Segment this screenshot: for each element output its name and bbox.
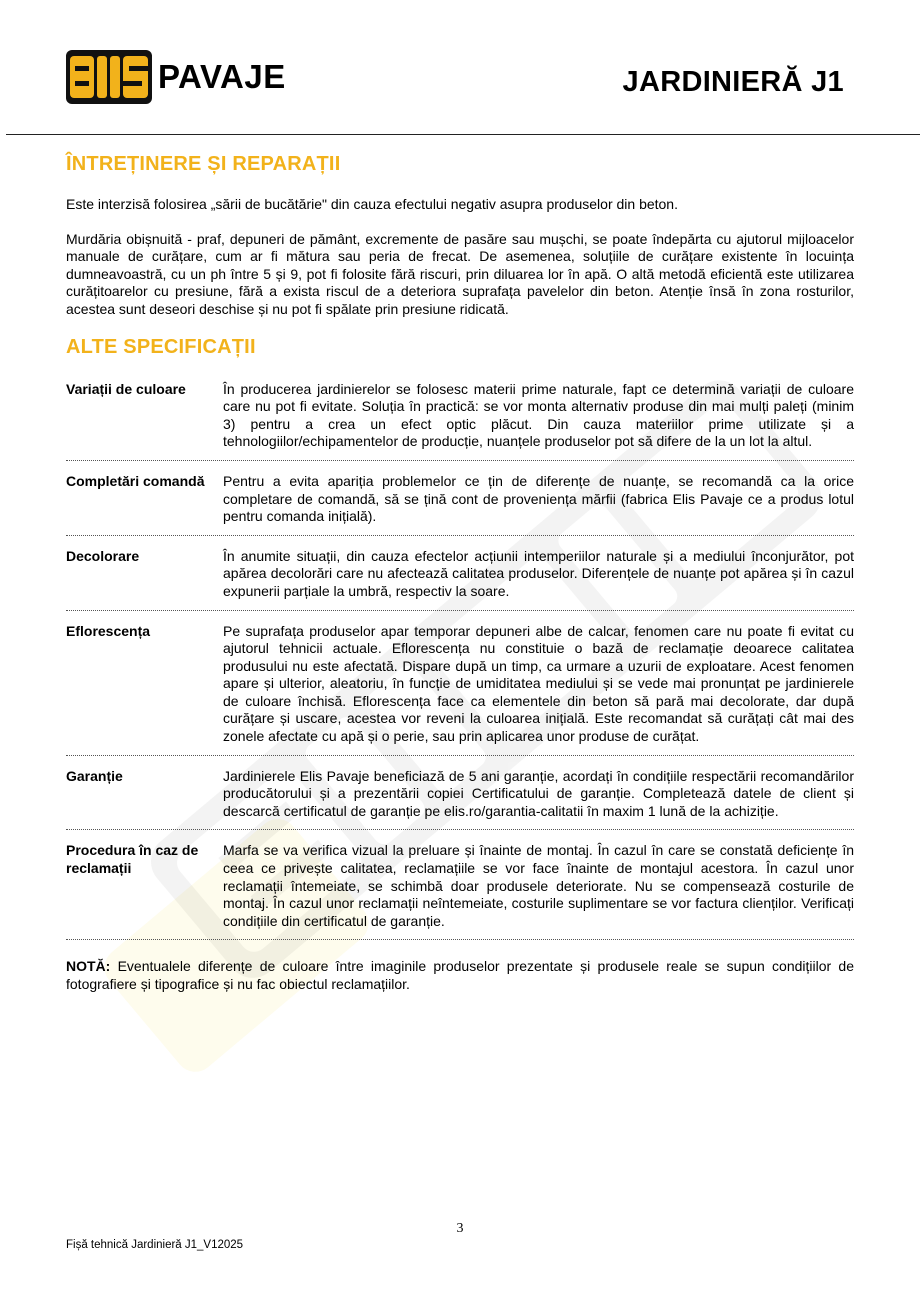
maintenance-title: ÎNTREȚINERE ȘI REPARAȚII bbox=[66, 153, 341, 175]
spec-text-claims-procedure: Marfa se va verifica vizual la preluare și înainte de montaj. În cazul în care se constată deficiențe în ceea ce privește calitatea, reclamațiile se vor face înainte de montajul acestora. În cazul unor reclamații întemeiate, se schimbă doar produsele deteriorate. Nu se compensează costurile de montaj. În cazul unor reclamații neîntemeiate, costurile suplimentare se vor factura clienților. Verificați condițiile din certificatul de garanție. bbox=[223, 842, 854, 929]
spec-label-order-completion: Completări comandă bbox=[66, 472, 205, 489]
page-header bbox=[0, 0, 920, 136]
table-row bbox=[66, 461, 854, 536]
header-divider bbox=[6, 134, 920, 135]
spec-label-claims-procedure: Procedura în caz de reclamații bbox=[66, 842, 199, 877]
table-row bbox=[66, 611, 854, 756]
note-label: NOTĂ: bbox=[66, 958, 111, 975]
table-row bbox=[66, 756, 854, 831]
note-paragraph bbox=[66, 958, 854, 993]
spec-text-warranty: Jardinierele Elis Pavaje beneficiază de 5 ani garanție, acordați în condițiile respectării recomandărilor producătorului și a prezentării copiei Certificatului de garanție. Completează datele de client și descarcă certificatul de garanție pe elis.ro/garantia-calitatii în maxim 1 lună de la achiziție. bbox=[223, 767, 854, 819]
logo-wordmark: PAVAJE bbox=[158, 58, 286, 95]
elis-logo bbox=[66, 50, 152, 104]
spec-label-warranty: Garanție bbox=[66, 767, 123, 784]
maintenance-paragraph-1: Este interzisă folosirea „sării de bucătărie" din cauza efectului negativ asupra produselor din beton. bbox=[66, 196, 678, 212]
specs-table bbox=[66, 369, 854, 941]
footer-doc-reference: Fișă tehnică Jardinieră J1_V12025 bbox=[66, 1239, 244, 1251]
spec-label-efflorescence: Eflorescența bbox=[66, 622, 151, 639]
note-text: Eventualele diferențe de culoare între imaginile produselor prezentate și produsele reale se supun condițiilor de fotografiere și tipografice și nu fac obiectul reclamațiilor. bbox=[66, 958, 854, 992]
table-row bbox=[66, 536, 854, 611]
page-number: 3 bbox=[456, 1221, 464, 1236]
spec-label-color-variation: Variații de culoare bbox=[66, 380, 186, 397]
maintenance-paragraph-2: Murdăria obișnuită - praf, depuneri de pământ, excremente de pasăre sau mușchi, se poate îndepărta cu ajutorul mijloacelor manuale de curățare, cum ar fi mătura sau peria de frecat. De asemenea, soluțiile de curățare existente în locuința dumneavoastră, cu un ph între 5 și 9, pot fi folosite fără riscuri, prin diluarea lor în apă. O altă metodă eficientă este utilizarea curățitoarelor cu presiune, fără a exista riscul de a deteriora suprafața pavelelor din beton. Atenție însă în zona rosturilor, acestea sunt deseori deschise și nu pot fi spălate prin presiune ridicată. bbox=[66, 230, 854, 317]
page-content bbox=[66, 150, 854, 1008]
specs-title: ALTE SPECIFICAȚII bbox=[66, 335, 256, 358]
document-title: JARDINIERĂ J1 bbox=[622, 66, 844, 98]
spec-text-order-completion: Pentru a evita apariția problemelor ce țin de diferențe de nuanțe, se recomandă ca la orice completare de comandă, să se țină cont de proveniența mărfii (fabrica Elis Pavaje ce a produs lotul pentru comanda inițială). bbox=[223, 472, 854, 525]
spec-text-discoloration: În anumite situații, din cauza efectelor acțiunii intemperiilor naturale și a mediului înconjurător, pot apărea decolorări care nu afectează calitatea produselor. Diferențele de nuanțe pot apărea și în cazul expunerii parțiale la umbră, respectiv la soare. bbox=[223, 547, 854, 599]
spec-text-efflorescence: Pe suprafața produselor apar temporar depuneri albe de calcar, fenomen care nu poate fi evitat cu ajutorul tehnicii actuale. Eflorescența nu constituie o bază de reclamație deoarece calitatea produsului nu este afectată. Dispare după un timp, ca urmare a uzurii de exploatare. Acest fenomen apare și ulterior, aleatoriu, în funcție de umiditatea mediului și se vede mai pronunțat pe jardinierele de culoare închisă. Eflorescența face ca elementele din beton să pară mai decolorate, dar după curățare și uscare, acestea vor reveni la culoarea inițială. Este recomandat să curățați cât mai des zonele afectate cu apă și o perie, sau prin aplicarea unor produse de curățat. bbox=[223, 622, 854, 745]
table-row bbox=[66, 369, 854, 461]
table-row bbox=[66, 830, 854, 940]
spec-label-discoloration: Decolorare bbox=[66, 547, 140, 564]
spec-text-color-variation: În producerea jardinierelor se folosesc materii prime naturale, fapt ce determină variații de culoare care nu pot fi evitate. Soluția în practică: se vor monta alternativ produse din mai mulți paleți (minim 3) pentru a crea un efect optic plăcut. Din cauza materiilor prime utilizate și a tehnologiilor/echipamentelor de producție, nuanțele produselor pot să difere de la un lot la altul. bbox=[223, 380, 854, 450]
